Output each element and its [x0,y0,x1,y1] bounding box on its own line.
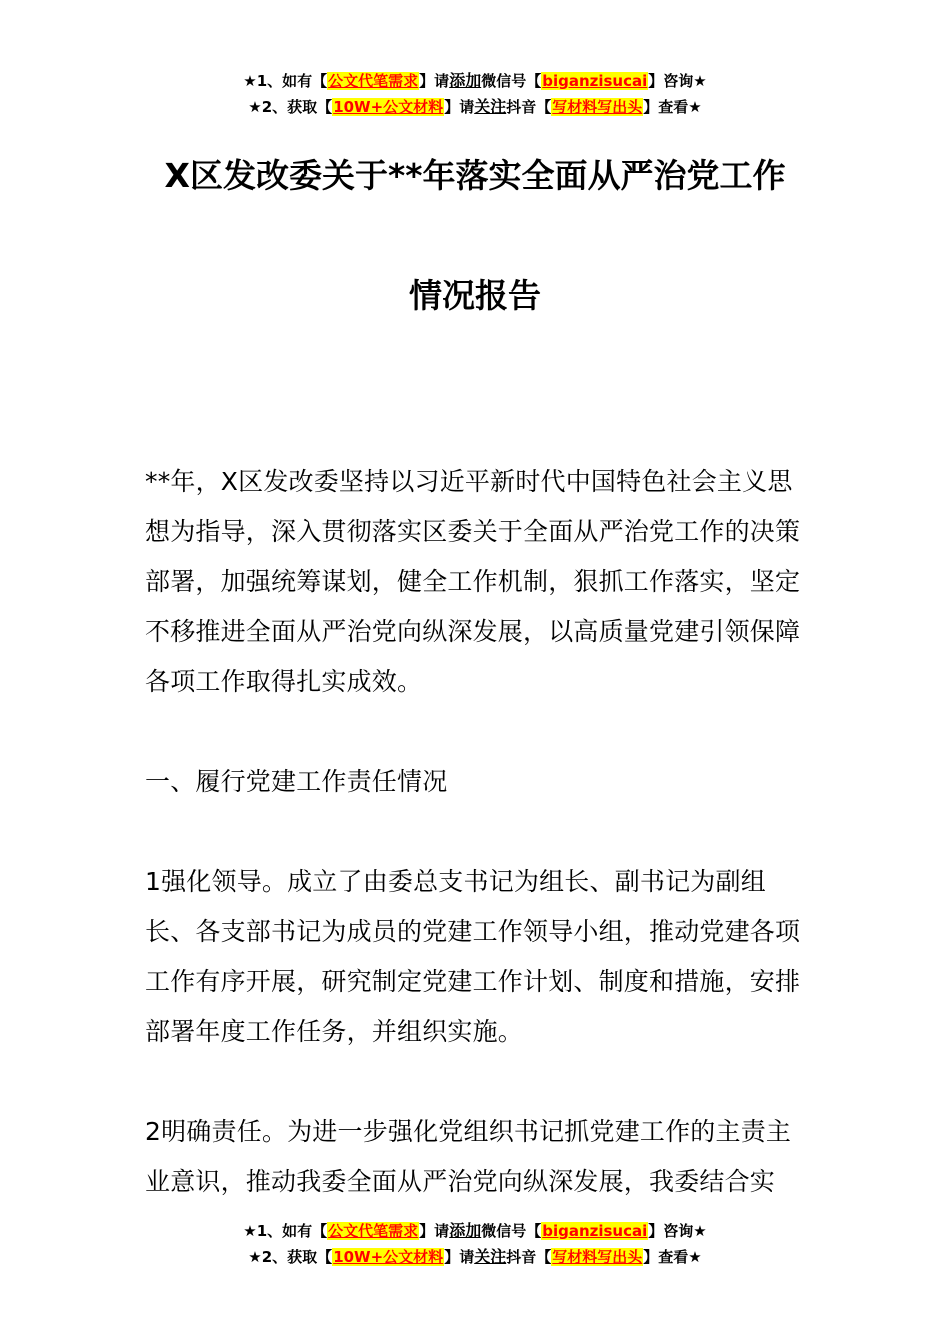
promo-highlight: 10W+公文材料 [333,1248,444,1266]
promo-banner-bottom [0,1218,950,1270]
promo-line-1 [0,1218,950,1244]
promo-line-1 [0,68,950,94]
promo-text: ★1、如有【 [243,1222,328,1240]
promo-text: 】咨询★ [648,1222,707,1240]
promo-text: 】请 [444,98,475,116]
promo-line-2 [0,1244,950,1270]
document-title-line-2: 情况报告 [409,276,541,315]
promo-text: 】请 [419,1222,450,1240]
promo-underline: 添加 [449,71,482,90]
promo-douyin-id: 写材料写出头 [552,98,643,116]
promo-text: ★2、获取【 [248,98,333,116]
intro-paragraph: **年，X区发改委坚持以习近平新时代中国特色社会主义思想为指导，深入贯彻落实区委关于全面从严治党工作的决策部署，加强统筹谋划，健全工作机制，狠抓工作落实，坚定不移推进全面从严治党向纵深发展，以高质量党建引领保障各项工作取得扎实成效。 [145,467,801,696]
promo-text: 】请 [419,72,450,90]
promo-wechat-id: biganzisucai [542,72,648,90]
promo-underline: 关注 [474,97,507,116]
promo-highlight: 公文代笔需求 [328,1222,419,1240]
promo-text: 微信号【 [481,1222,542,1240]
promo-text: 】请 [444,1248,475,1266]
promo-text: 】查看★ [643,98,702,116]
section-heading-1: 一、履行党建工作责任情况 [145,767,448,796]
paragraph-strengthen-leadership: 1强化领导。成立了由委总支书记为组长、副书记为副组长、各支部书记为成员的党建工作领导小组，推动党建各项工作有序开展，研究制定党建工作计划、制度和措施，安排部署年度工作任务，并组织实施。 [145,867,801,1046]
promo-wechat-id: biganzisucai [542,1222,648,1240]
promo-text: 】查看★ [643,1248,702,1266]
document-title-line-1: X区发改委关于**年落实全面从严治党工作 [164,156,786,195]
promo-text: 抖音【 [506,1248,552,1266]
promo-text: 】咨询★ [648,72,707,90]
promo-text: 抖音【 [506,98,552,116]
promo-highlight: 10W+公文材料 [333,98,444,116]
promo-underline: 关注 [474,1247,507,1266]
promo-underline: 添加 [449,1221,482,1240]
promo-highlight: 公文代笔需求 [328,72,419,90]
paragraph-clarify-responsibility: 2明确责任。为进一步强化党组织书记抓党建工作的主责主业意识，推动我委全面从严治党向纵深发展，我委结合实 [145,1117,792,1196]
promo-text: ★2、获取【 [248,1248,333,1266]
promo-douyin-id: 写材料写出头 [552,1248,643,1266]
promo-text: ★1、如有【 [243,72,328,90]
promo-text: 微信号【 [481,72,542,90]
promo-line-2 [0,94,950,120]
promo-banner-top [0,68,950,120]
